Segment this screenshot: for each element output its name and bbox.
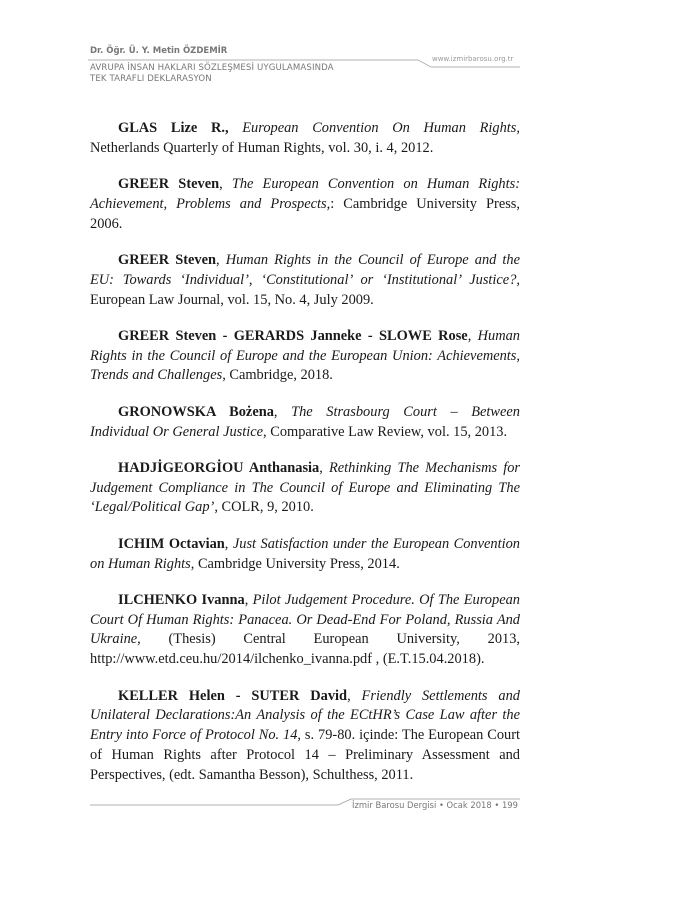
entry-separator: , [244, 591, 253, 608]
entry-author: GRONOWSKA Bożena [118, 403, 274, 420]
header-title-line1: AVRUPA İNSAN HAKLARI SÖZLEŞMESİ UYGULAMASINDA [90, 63, 334, 73]
entry-title: Human Rights in the Council of Europe and the European Union: Achievements, Trends and Challenges [90, 327, 520, 384]
entry-separator: , [224, 535, 233, 552]
entry-separator [229, 120, 243, 136]
entry-separator: , [319, 459, 329, 476]
entry-author: GLAS Lize R., [118, 120, 229, 136]
bibliography-entry [90, 687, 520, 786]
entry-details: : Cambridge University Press, 2006. [90, 195, 520, 232]
entry-title: European Convention On Human Rights [242, 120, 517, 136]
entry-details: , COLR, 9, 2010. [214, 499, 314, 516]
header-title-line2: TEK TARAFLI DEKLARASYON [90, 74, 212, 84]
entry-title: Pilot Judgement Procedure. Of The European Court Of Human Rights: Panacea. Or Dead-End For Poland, Russia And Ukraine [90, 591, 520, 648]
entry-title: The Strasbourg Court – Between Individual Or General Justice [90, 403, 520, 440]
bibliography [90, 119, 520, 802]
entry-author: ICHIM Octavian [118, 535, 225, 552]
entry-title: Rethinking The Mechanisms for Judgement Compliance in The Council of Europe and Eliminating The ‘Legal/Political Gap’ [90, 459, 521, 516]
entry-title: Human Rights in the Council of Europe and the EU: Towards ‘Individual’, ‘Constitutional’ or ‘Institutional’ Justice?, [90, 251, 521, 288]
entry-details: , Netherlands Quarterly of Human Rights, vol. 30, i. 4, 2012. [90, 120, 520, 156]
entry-details: , Cambridge, 2018. [222, 367, 333, 384]
entry-details: , s. 79-80. içinde: The European Court of Human Rights after Protocol 14 – Preliminary Assessment and Perspectives, (edt. Samantha Besson), Schulthess, 2011. [90, 727, 521, 783]
header-rule [88, 60, 520, 67]
entry-author: ILCHENKO Ivanna [118, 591, 245, 608]
bibliography-entry [90, 251, 520, 310]
entry-separator: , [219, 176, 232, 193]
bibliography-entry [90, 535, 520, 575]
bibliography-entry [90, 591, 520, 670]
entry-separator: , [467, 327, 478, 344]
entry-title: Friendly Settlements and Unilateral Declarations:An Analysis of the ECtHR’s Case Law after the Entry into Force of Protocol No. 14 [90, 687, 520, 744]
entry-author: GREER Steven [118, 251, 217, 268]
page-footer: İzmir Barosu Dergisi • Ocak 2018 • 199 [352, 800, 518, 810]
bibliography-entry [90, 119, 520, 159]
entry-separator: , [216, 251, 226, 268]
entry-separator: , [273, 403, 292, 420]
entry-details: , Cambridge University Press, 2014. [190, 555, 400, 572]
entry-author: HADJİGEORGİOU Anthanasia [118, 459, 320, 476]
entry-details: , Comparative Law Review, vol. 15, 2013. [263, 423, 508, 440]
entry-title: The European Convention on Human Rights: Achievement, Problems and Prospects, [90, 176, 520, 212]
bibliography-entry [90, 403, 520, 443]
entry-author: GREER Steven - GERARDS Janneke - SLOWE Rose [118, 327, 468, 344]
bibliography-entry [90, 175, 520, 234]
header-url: www.izmirbarosu.org.tr [432, 55, 514, 63]
header-author: Dr. Öğr. Ü. Y. Metin ÖZDEMİR [90, 46, 228, 56]
entry-details: , (Thesis) Central European University, 2013, http://www.etd.ceu.hu/2014/ilchenko_ivanna.pdf , (E.T.15.04.2018). [90, 631, 520, 668]
entry-title: Just Satisfaction under the European Convention on Human Rights [90, 535, 520, 572]
entry-author: KELLER Helen - SUTER David [118, 687, 348, 704]
bibliography-entry [90, 459, 520, 518]
bibliography-entry [90, 327, 520, 386]
entry-separator: , [347, 687, 362, 704]
entry-author: GREER Steven [118, 176, 220, 193]
entry-details: European Law Journal, vol. 15, No. 4, July 2009. [90, 291, 374, 308]
